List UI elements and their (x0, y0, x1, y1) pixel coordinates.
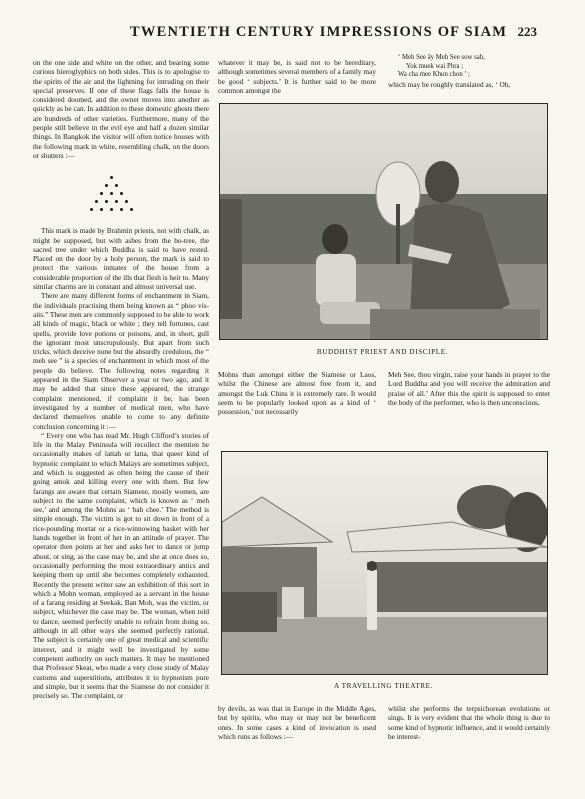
mark-dot (95, 200, 98, 203)
mark-dot (105, 184, 108, 187)
mid-middle-text (218, 370, 376, 416)
photo-travelling-theatre (221, 451, 548, 675)
chalk-mark-triangle (33, 160, 209, 226)
left-paragraph-3: There are many different forms of enchantment in Siam, the individuals practising them being known as “ phoo vis-aits.” These men are commonly supposed to be able to work all kinds of magic, black or white ; they tell fortunes, cast spells, provide love potions or poisons, and, in short, gull the ignorant most unscrupulously. But apart from such tricks, which deceive none but the absurdly credulous, the “ meh see ” is a species of enchantment in which most of the people do believe. The following notes regarding it appeared in the Siam Observer a year or two ago, and it may be added that since these appeared, the strange complaint mentioned, if complaint it be, has been investigated by a number of medical men, who have declared themselves unable to come to any definite conclusion concerning it :— (33, 291, 209, 431)
bottom-middle-paragraph: by devils, as was that in Europe in the Middle Ages, but by spirits, who may or may not be beneficent ones. In some cases a kind of invocation is used which runs as follows :— (218, 704, 376, 741)
bottom-middle-text (218, 704, 376, 741)
photo2-caption: A TRAVELLING THEATRE. (333, 682, 434, 690)
mark-dot (100, 192, 103, 195)
top-middle-text (218, 58, 376, 95)
top-middle-paragraph: whatever it may be, is said not to be hereditary, although sometimes several members of a family may be good ‘ subjects.’ It is further said to be more common amongst the (218, 58, 376, 95)
mark-dot (105, 200, 108, 203)
photo-priest-illustration (220, 104, 547, 339)
photo-buddhist-priest (219, 103, 548, 340)
invocation-poem (388, 54, 554, 80)
mark-dot (90, 208, 93, 211)
bottom-right-paragraph: whilst she performs the terpsichorean evolutions or sings. It is very evident that the whole thing is due to some kind of hypnotic influence, and it would certainly be interest- (388, 704, 550, 741)
photo1-caption: BUDDHIST PRIEST AND DISCIPLE. (316, 348, 449, 356)
mark-dot (115, 200, 118, 203)
mark-dot (125, 200, 128, 203)
mark-dot (115, 184, 118, 187)
page-header (0, 10, 585, 44)
mark-dot (110, 208, 113, 211)
mark-dot (110, 192, 113, 195)
running-title: TWENTIETH CENTURY IMPRESSIONS OF SIAM (130, 24, 508, 40)
mark-dot (130, 208, 133, 211)
left-paragraph-2: This mark is made by Brahmin priests, not with chalk, as might be supposed, but with ashes from the bo-tree, the sacred tree under which Buddha is said to have rested. Placed on the door by a holy person, the mark is said to protect the various inmates of the house from a considerable proportion of the ills that flesh is heir to. Many similar charms are in constant and almost universal use. (33, 226, 209, 292)
top-right-text (388, 54, 554, 89)
mark-dot (120, 192, 123, 195)
mid-right-paragraph: Meh See, thou virgin, raise your hands in prayer to the Lord Buddha and you will receive the admiration and praise of all.’ After this the spirit is supposed to enter the body of the performer, who is then unconscious, (388, 370, 550, 407)
mid-middle-paragraph: Mohns than amongst either the Siamese or Laos, whilst the Chinese are almost free from it, and amongst the Luk Chins it is extremely rare. It would seem to be popularly looked upon as a kind of ‘ possession,’ not necessarily (218, 370, 376, 417)
poem-line-1: ‘ Meh See ây Meh See sow sah, (398, 54, 485, 61)
mark-dot (100, 208, 103, 211)
left-paragraph-4: “ Every one who has read Mr. Hugh Clifford’s stories of life in the Malay Peninsula will recollect the mention he occasionally makes of lattah or latta, that queer kind of hypnotic complaint to which Malays are sometimes subject, and which is suggested as often being the cause of their going amok and killing every one with them. But few farangs are aware that certain Siamese, mostly women, are subject to the same complaint, which is known as ‘ meh see,’ and among the Mohns as ‘ bah chee.’ The method is simple enough. The victim is got to sit down in front of a rice-pounding mortar or a rice-winnowing basket with her hands together in front of her in an attitude of prayer. The operator then points at her and asks her to dance or jump about, or sing, as the case may be, and she at once does so, occasionally performing the most extraordinary antics and keeping them up until she becomes completely exhausted. Recently the present writer saw an exhibition of this sort in which a Mohn woman, employed as a servant in the house of a farang residing at Seekak, Ban Moh, was the victim, or subject, whichever the case may be. The woman, when told to dance, seemed perfectly unable to refrain from doing so, although in all other ways she seemed perfectly rational. The subject is certainly one of great medical and scientific interest, and it might well be investigated by some competent authority on such matters. It may be mentioned that Professor Skeat, who made a very close study of Malay customs and superstitions, attributes it to hypnotism pure and simple, but it seems that the Siamese do not consider it precisely so. The complaint, or (33, 430, 209, 701)
top-right-paragraph: which may be roughly translated as, ‘ Oh, (388, 79, 511, 89)
bottom-right-text (388, 704, 550, 741)
left-paragraph-1: on the one side and white on the other, and bearing some curious hieroglyphics on both sides. This is to apologise to the spirits of the air and the lightning for intruding on their special preserves. If one of these flags falls the house is considered doomed, and the owner moves into another as quickly as he can. In addition to these domestic ghosts there are hundreds of other varieties. Furthermore, many of the people still believe in the evil eye and half a dozen similar things. In Bangkok the visitor will often notice houses with the following mark in white, resembling chalk, on the doors or shutters :— (33, 58, 209, 160)
mark-dot (120, 208, 123, 211)
photo-theatre-illustration (222, 452, 547, 674)
mid-right-text (388, 370, 550, 407)
poem-line-2: Yok muek wai Phra ; (406, 62, 464, 70)
page-number: 223 (517, 24, 537, 39)
left-column (33, 58, 209, 700)
mark-dot (110, 176, 113, 179)
poem-line-3: Wa cha mee Khun chon ’ ; (398, 71, 470, 79)
